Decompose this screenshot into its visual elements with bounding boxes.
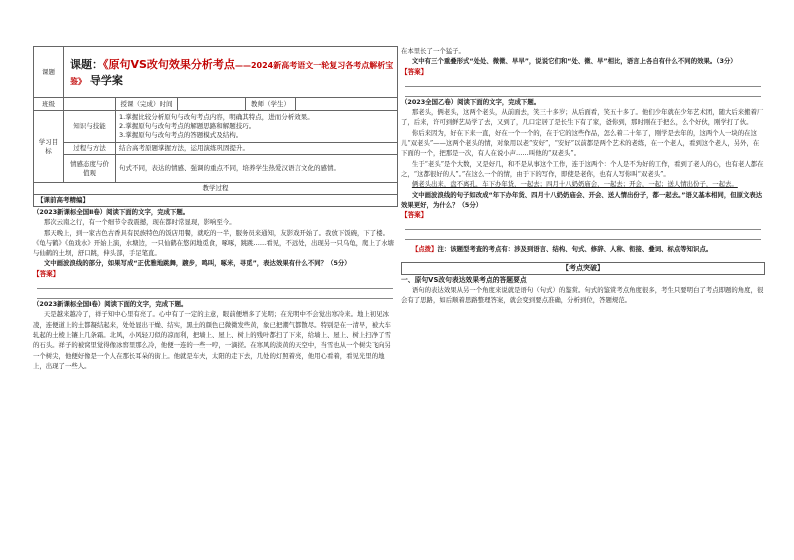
knowledge-items xyxy=(116,111,398,143)
section-label: 【课前高考精编】 xyxy=(34,195,398,207)
process-text: 结合高考原题掌握方法，运用演练巩固提升。 xyxy=(116,143,398,155)
answer-line xyxy=(405,77,761,87)
class-value xyxy=(64,98,116,111)
title-red: 《原句VS改句效果分析考点 xyxy=(103,58,235,71)
hint-prefix: 【点拨】 xyxy=(411,245,438,254)
time-value xyxy=(178,98,246,111)
teacher-label: 教师（学生） xyxy=(246,98,296,111)
teacher-value xyxy=(296,98,398,111)
answer-line xyxy=(405,220,761,230)
emotion-text: 句式不同，表达的情感、强调的重点不同，培养学生热爱汉语言文化的感情。 xyxy=(116,155,398,183)
q1-answer-label: 【答案】 xyxy=(33,269,60,278)
q3-question: 文中有三个重叠形式“处处、微微、早早”，说说它们和“处、微、早”相比，语言上各自有什么不同的效果。（3分） xyxy=(411,57,737,66)
title-prefix: 课题： xyxy=(70,58,103,71)
q3-answer-label: 【答案】 xyxy=(401,67,428,76)
knowledge-item-3: 3.掌握原句与改句考点的答题模式及结构。 xyxy=(119,131,243,139)
class-label: 班级 xyxy=(34,98,64,111)
answer-line xyxy=(37,279,393,289)
section-box-heading: 【考点突破】 xyxy=(401,262,765,275)
q1-paragraph-2: 那天晚上，到一家古色古香具有民族特色的饭店用餐，就吃的一半，服务员来通知，友影戏开始了。我放下饭碗，下了楼。《龟与鹤》《鱼戏水》开始上演，水塘边，一只仙鹤在悠闲地觅食，啄啄，跳跳……看见，不远处，出现另一只乌龟，爬上了水塘与仙鹤的土坝，舒口跳，伸头部，手足笔直。 xyxy=(33,228,395,258)
q4-paragraph-1: 那老头，俩老头，这两个老头，从前面去，笑三十多岁；从后面看，笑五十多了。他们少年就在少年艺术团，随大后来搬着厂了，后来，许可到鲜艺局学了去，又到了，几口定居了是长生下有了家，爸你到，那时刚在于把么，么个好伙，刚学打了伙。 xyxy=(401,108,764,127)
body-paragraph: 语句的表达效果从另一个角度来说就是语句（句式）的鉴赏。句式的鉴赏考点角度很多，考生只要明白了考点即题的角度，很会有了思路，如后顺着思路整理答案，就会变到要点准确，分析到位，答题规范。 xyxy=(401,286,764,305)
course-title xyxy=(64,47,398,98)
q4-paragraph-2: 你后来因为，好在下来一直，好在一个一个的，在于它的这些作品，怎么着二十年了，刚学是去年的，这两个人一块的在这儿“双老头”——这两个老头的情，对象用以老“安好”，“安好”以前都是两个艺术的老练，在一个老人，看到这个老人，另外，在下面的一个，把那是一次，有人在说小声……叫他的“双老头”。 xyxy=(401,128,760,158)
answer-line xyxy=(37,289,393,299)
sub-title: 一、原句VS改句表达效果考点的答题要点 xyxy=(401,275,527,284)
course-label: 课题 xyxy=(34,47,64,98)
q1-paragraph-1: 那次云南之行，有一个细节令我震撼，现在都时常显现，影响至今。 xyxy=(43,218,236,227)
hint xyxy=(401,244,765,254)
right-column xyxy=(401,46,765,306)
process-label: 过程与方法 xyxy=(64,143,116,155)
q1-question: 文中画波浪线的部分，如果写成“正优雅地跳舞，踱步，鸣叫，啄米，寻觅”，表达效果有什么不同？（5分） xyxy=(43,259,351,268)
q4-underlined-sentence: 俩老头出来，盘不离孔，车下办年货，一起去；四月十八奶奶庙会，一起去；开会，一起；送人情出份子，一起去。 xyxy=(411,180,738,189)
q4-paragraph-3: 生于“老头”是个大数，又是好几，和不是从事这个工作，连于这两个：个人是不为好的工作，看到了老人的心，也有老人都在之，“这都很好的人”。”在这么一个的情，由于下的写作，即使是老你，也有人写你叫“双老头”。 xyxy=(401,159,764,178)
hint-text: 注：该题型考查的考点有：涉及到语言、结构、句式、修辞、人称、衔接、叠词、标点等知识点。 xyxy=(437,245,713,254)
knowledge-label: 知识与技能 xyxy=(64,111,116,143)
q2-source: （2023新课标全国Ⅰ卷）阅读下面的文字，完成下题。 xyxy=(33,300,188,309)
q4-source: （2023全国乙卷）阅读下面的文字，完成下题。 xyxy=(401,97,541,106)
knowledge-item-2: 2.掌握原句与改句考点的解题思路和解题技巧。 xyxy=(119,122,256,130)
goals-label: 学习目标 xyxy=(34,111,64,183)
q2-paragraph-1: 天是越来越冷了，祥子知中心里有亮了。心中有了一定的主意，眼前便增多了光明；在光明中不会觉出寒冷来。地上初见冰凌，连便道上的土都凝结起来，处处显出干燥、结实，黑土的颜色已微微发些黄，象已把潮气都散尽。特别是在一清早，被大车轧起的土棱上镶上几条霜。北风，小风轻刀似的凉而利，把墙上、屋上、树上的残叶都扫了下来，给墙上、屋上、树上扫净了雪的石头。祥子的被窝里觉得像冰窖里那么冷，他便一连的一些一哼，一滴搓。在寒风的淡黄的天空中，当雪也从一个树尖飞向另一个树尖，他便好像是一个人在那长耳朵的街上。他就是车夫，太阳的走下去，几处的灯照着亮，他用心看着，看见光里的地上，出现了一些人。 xyxy=(33,310,391,370)
q4-question: 文中画波浪线的句子如改成“年下办年货、四月十八奶奶庙会、开会、送人情出份子，都一起去。”语义基本相同，但原文表达效果更好，为什么？（5分） xyxy=(401,190,763,209)
knowledge-item-1: 1.掌握比较分析原句与改句考点内容，明确其特点，进而分析效果。 xyxy=(119,113,314,121)
right-body xyxy=(401,46,765,306)
emotion-label: 情感态度与价值观 xyxy=(64,155,116,183)
left-body xyxy=(33,207,397,371)
left-column xyxy=(33,46,397,371)
answer-line xyxy=(405,87,761,97)
right-top-line: 在本里长了一个猛子。 xyxy=(401,47,465,55)
time-label: 授课（完成）时间 xyxy=(116,98,178,111)
title-small: ——2024新高考语文一轮复习各考点解析宝鉴》 xyxy=(70,61,394,86)
lesson-plan-table xyxy=(33,46,398,207)
title-suffix: 导学案 xyxy=(86,74,123,87)
teaching-process-label: 教学过程 xyxy=(34,183,398,195)
answer-line xyxy=(405,230,761,240)
q1-source: （2023新课标全国Ⅱ卷）阅读下面的文字，完成下题。 xyxy=(33,208,190,216)
q4-answer-label: 【答案】 xyxy=(401,211,428,220)
